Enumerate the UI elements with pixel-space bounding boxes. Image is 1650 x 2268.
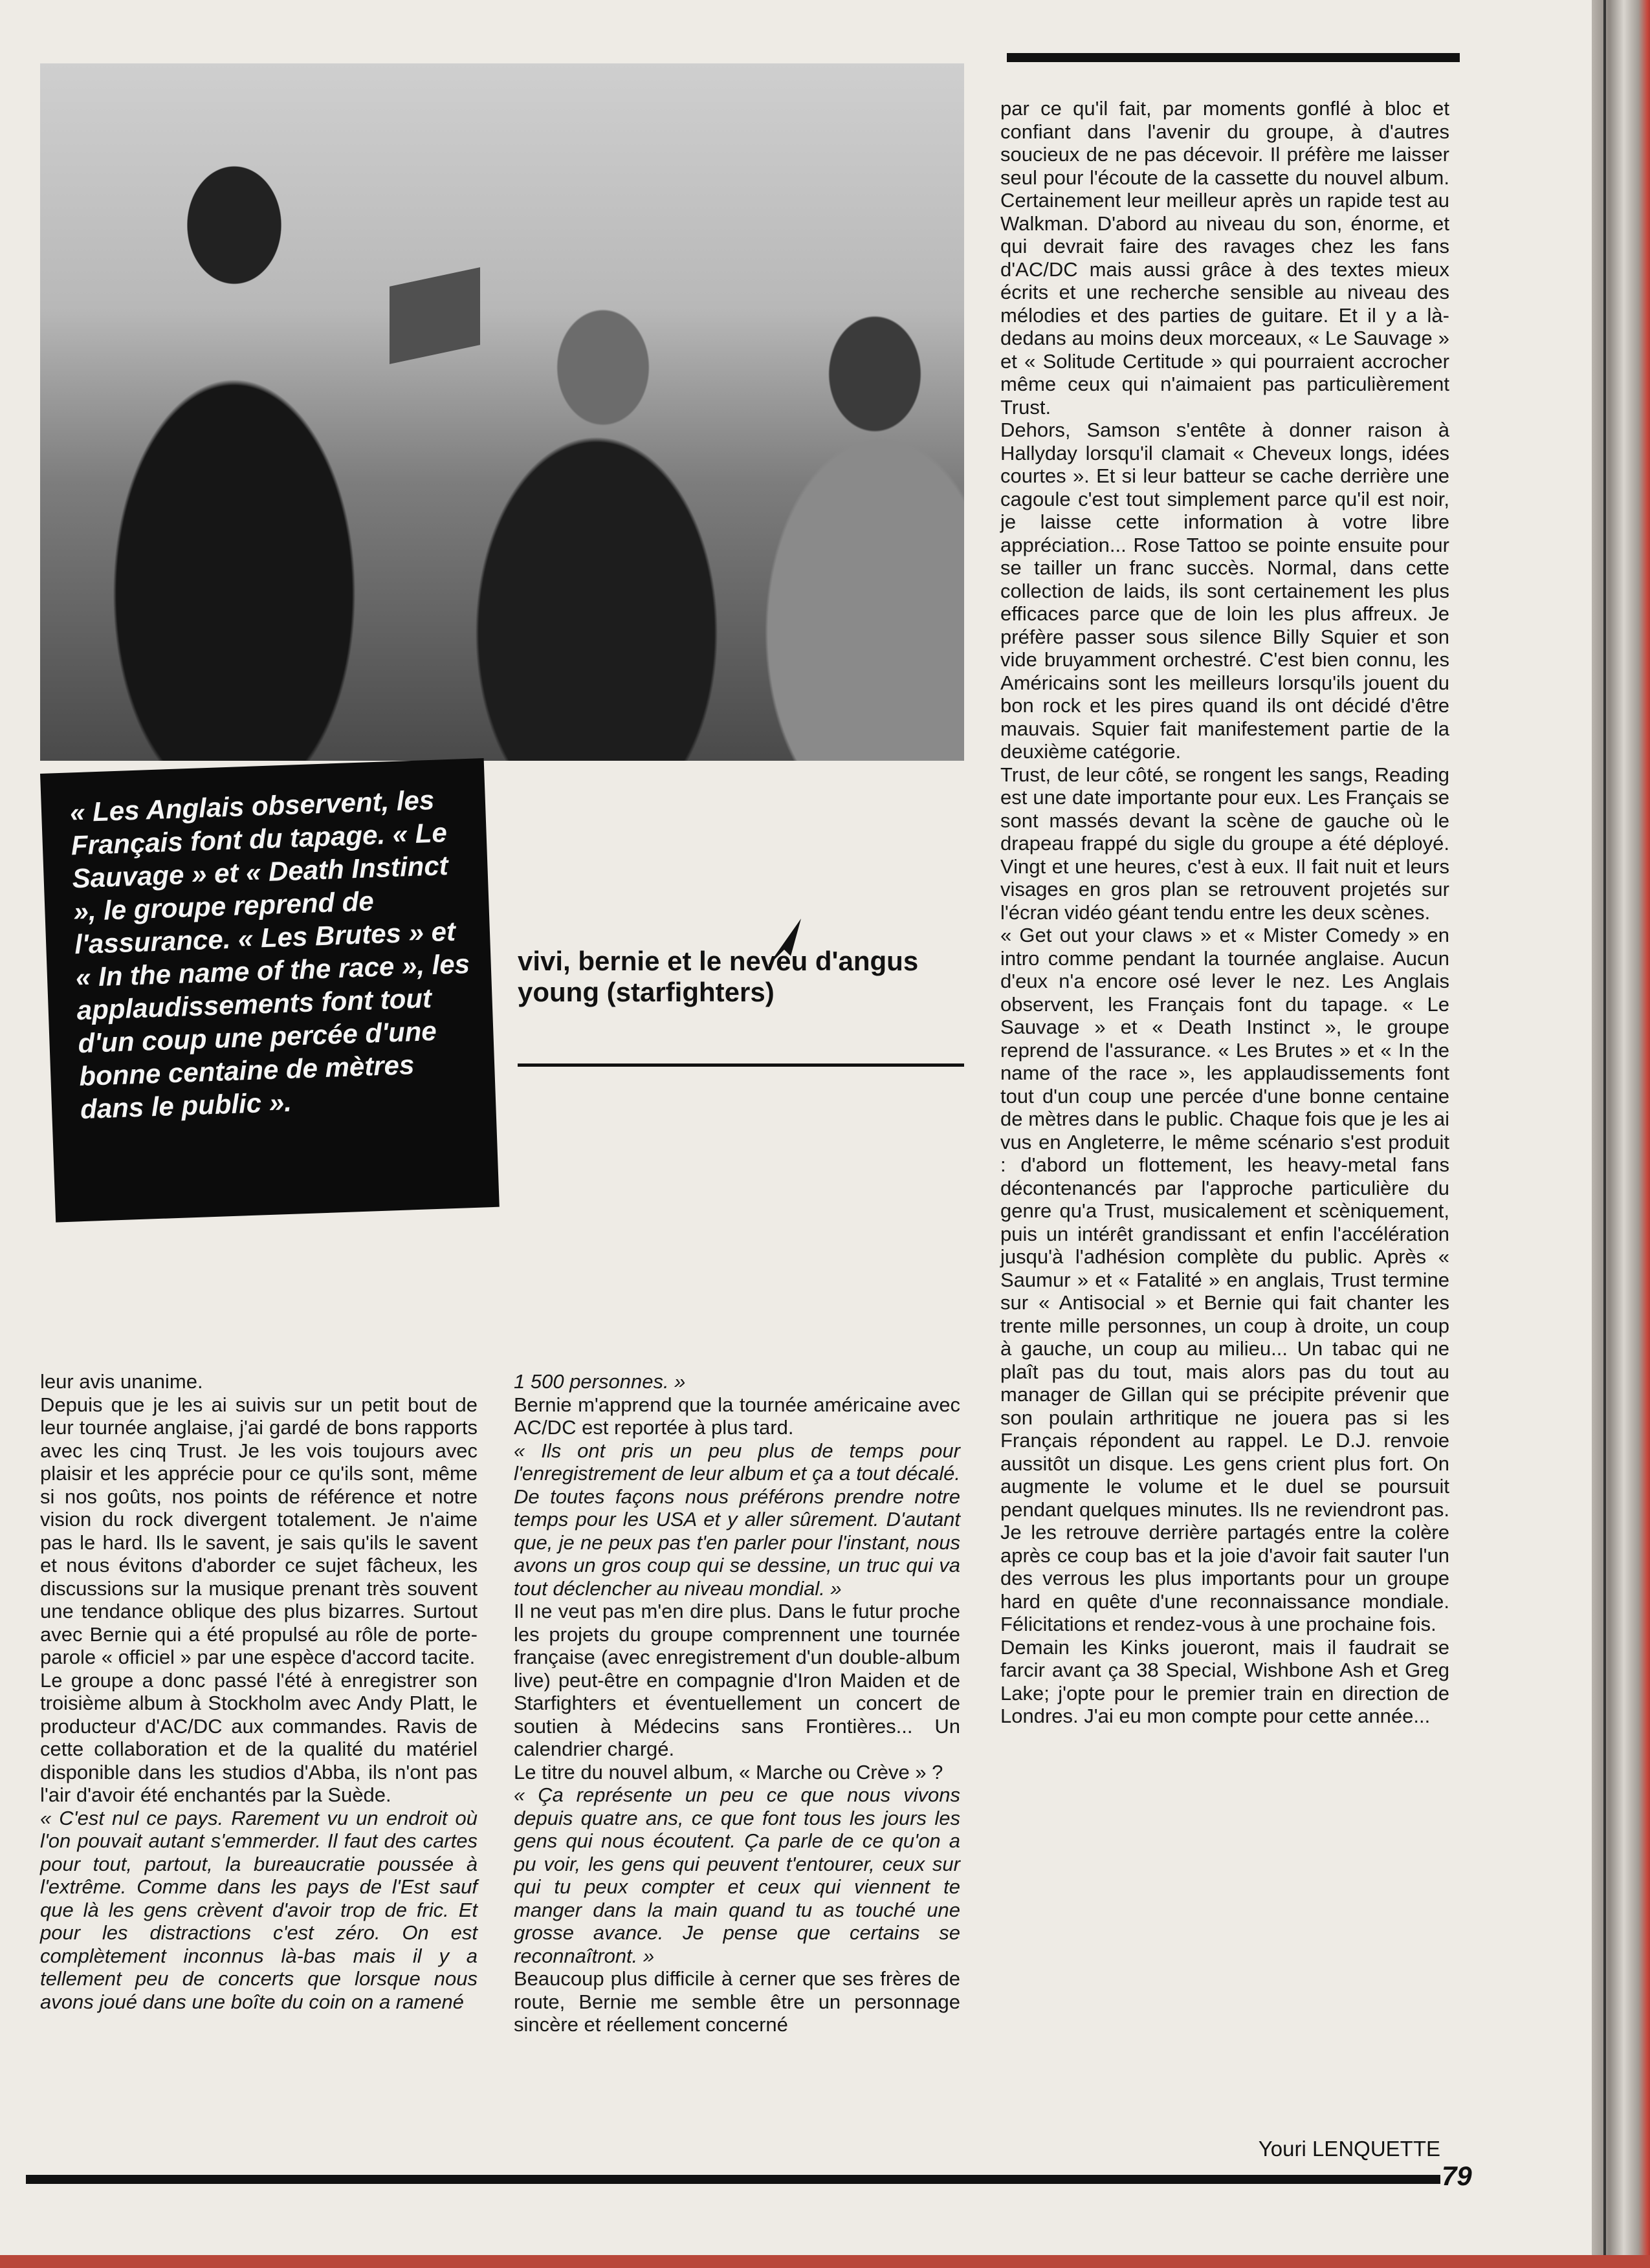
band-photo bbox=[40, 63, 964, 761]
page-number: 79 bbox=[1442, 2161, 1472, 2191]
paragraph: Le titre du nouvel album, « Marche ou Crève » ? bbox=[514, 1760, 943, 1783]
paragraph: Bernie m'apprend que la tournée américaine avec AC/DC est reportée à plus tard. bbox=[514, 1393, 960, 1439]
cover-edge bbox=[0, 2255, 1650, 2268]
paragraph: Dehors, Samson s'entête à donner raison à Hallyday lorsqu'il clamait « Cheveux longs, idées courtes ». Et si leur batteur se cache derrière une cagoule c'est tout simplement parce qu'il est noir, je laisse cette information à votre libre appréciation... Rose Tattoo se pointe ensuite pour se tailler un franc succès. Normal, dans cette collection de laids, ils sont certainement les plus efficaces parce que de loin les plus affreux. Je préfère passer sous silence Billy Squier et son vide bruyamment orchestré. C'est bien connu, les Américains sont les meilleurs lorsqu'ils jouent du bon rock et les pires quand ils ont décidé d'être mauvais. Squier fait manifestement partie de la deuxième catégorie. bbox=[1000, 419, 1449, 763]
quote-paragraph: « C'est nul ce pays. Rarement vu un endroit où l'on pouvait autant s'emmerder. Il faut des cartes pour tout, partout, la bureaucratie poussée à l'extrême. Comme dans les pays de l'Est sauf que là les gens crèvent d'avoir trop de fric. Et pour les distractions c'est zéro. On est complètement inconnus là-bas mais il y a tellement peu de concerts que lorsque nous avons joué dans une boîte du coin on a ramené bbox=[40, 1806, 478, 2013]
pull-quote-box bbox=[40, 758, 500, 1223]
paragraph: Il ne veut pas m'en dire plus. Dans le futur proche les projets du groupe comprennent une tournée française (avec enregistrement d'un double-album live) peut-être en compagnie d'Iron Maiden et de Starfighters et éventuellement un concert de soutien à Médecins sans Frontières... Un calendrier chargé. bbox=[514, 1600, 960, 1760]
label-rule bbox=[518, 1063, 964, 1067]
bottom-rule bbox=[26, 2175, 1440, 2184]
paragraph: Le groupe a donc passé l'été à enregistrer son troisième album à Stockholm avec Andy Platt, le producteur d'AC/DC aux commandes. Ravis de cette collaboration et de la qualité du matériel disponible dans les studios d'Abba, ils n'ont pas l'air d'avoir été enchantés par la Suède. bbox=[40, 1668, 478, 1806]
photo-label: vivi, bernie et le neveu d'angus young (starfighters) bbox=[518, 946, 919, 1007]
author-byline: Youri LENQUETTE bbox=[1258, 2137, 1440, 2161]
paragraph: Demain les Kinks joueront, mais il faudrait se farcir avant ça 38 Special, Wishbone Ash et Greg Lake; j'opte pour le premier train en direction de Londres. J'ai eu mon compte pour cette année... bbox=[1000, 1635, 1449, 1727]
paragraph: par ce qu'il fait, par moments gonflé à bloc et confiant dans l'avenir du groupe, à d'autres soucieux de ne pas décevoir. Il préfère me laisser seul pour l'écoute de la cassette du nouvel album. Certainement leur meilleur après un rapide test au Walkman. D'abord au niveau du son, énorme, et qui devrait faire des ravages chez les fans d'AC/DC mais aussi grâce à des textes mieux écrits et une recherche sensible au niveau des mélodies et des parties de guitare. Et il y a là-dedans au moins deux morceaux, « Le Sauvage » et « Solitude Certitude » qui pourraient accrocher même ceux qui n'aimaient pas particulièrement Trust. bbox=[1000, 97, 1449, 419]
paragraph: Trust, de leur côté, se rongent les sangs, Reading est une date importante pour eux. Les Français se sont massés devant la scène de gauche où le drapeau frappé du sigle du groupe a été déployé. Vingt et une heures, c'est à eux. Il fait nuit et leurs visages en gros plan se retrouvent projetés sur l'écran vidéo géant tendu entre les deux scènes. bbox=[1000, 763, 1449, 924]
paragraph: Depuis que je les ai suivis sur un petit bout de leur tournée anglaise, j'ai gardé de bons rapports avec les cinq Trust. Je les vois toujours avec plaisir et les apprécie pour ce qu'ils sont, même si nos goûts, nos points de référence et notre vision du rock divergent totalement. Je n'aime pas le hard. Ils le savent, je sais qu'ils le savent et nous évitons d'aborder ce sujet fâcheux, les discussions sur la musique prenant très souvent une tendance oblique des plus bizarres. Surtout avec Bernie qui a été propulsé au rôle de porte-parole « officiel » par une espèce d'accord tacite. bbox=[40, 1393, 478, 1668]
spine-edge bbox=[1603, 0, 1606, 2268]
pull-quote: « Les Anglais observent, les Français font du tapage. « Le Sauvage » et « Death Instinct », le groupe reprend de l'assurance. « Les Brutes » et « In the name of the race », les applaudissements font tout d'un coup une percée d'une bonne centaine de mètres dans le public ». bbox=[69, 784, 470, 1125]
paragraph: « Get out your claws » et « Mister Comedy » en intro comme pendant la tournée anglaise. Aucun d'eux n'a encore osé lever le nez. Les Anglais observent, les Français font du tapage. « Le Sauvage » et « Death Instinct », le groupe reprend de l'assurance. « Les Brutes » et « In the name of the race », les applaudissements font tout d'un coup une percée d'une bonne centaine de mètres dans le public. Chaque fois que je les ai vus en Angleterre, le même scénario s'est produit : d'abord un flottement, les heavy-metal fans décontenancés par l'approche particulière du genre qu'a Trust, musicalement et scèniquement, puis un intérêt grandissant et enfin l'accélération jusqu'à l'adhésion complète du public. Après « Saumur » et « Fatalité » en anglais, Trust termine sur « Antisocial » et Bernie qui fait chanter les trente mille personnes, un coup à droite, un coup à gauche, un coup au milieu... Un tabac qui ne plaît pas du tout, mais alors pas du tout au manager de Gillan qui se précipite prévenir que son poulain arthritique ne jouera pas si les Français répondent au rappel. Le D.J. renvoie aussitôt un disque. Les gens crient plus fort. On augmente le volume et le duel se poursuit pendant quelques minutes. Ils ne reviendront pas. Je les retrouve derrière partagés entre la colère après ce coup bas et la joie d'avoir fait sauter l'un des verrous les plus importants pour un groupe hard en quête d'une reconnaissance mondiale. Félicitations et rendez-vous à une prochaine fois. bbox=[1000, 924, 1449, 1635]
paragraph: leur avis unanime. bbox=[40, 1370, 203, 1393]
article-column-middle bbox=[514, 1370, 960, 2036]
magazine-spine bbox=[1592, 0, 1650, 2268]
quote-paragraph: « Ça représente un peu ce que nous vivons depuis quatre ans, ce que font tous les jours les gens qui nous écoutent. Ça parle de ce qu'on a pu voir, les gens qui peuvent t'entourer, ceux sur qui tu peux compter et ceux qui viennent te manger dans la main quand tu as touché une grosse avance. Je pense que certains se reconnaîtront. » bbox=[514, 1783, 960, 1967]
background-sign bbox=[390, 267, 480, 364]
paragraph: Beaucoup plus difficile à cerner que ses frères de route, Bernie me semble être un personnage sincère et réellement concerné bbox=[514, 1967, 960, 2036]
article-column-right bbox=[1000, 97, 1449, 1728]
top-rule bbox=[1007, 53, 1460, 62]
article-column-left bbox=[40, 1370, 478, 2013]
quote-paragraph: « Ils ont pris un peu plus de temps pour l'enregistrement de leur album et ça a tout décalé. De toutes façons nous préférons prendre notre temps pour les USA et y aller sûrement. D'autant que, je ne peux pas t'en parler pour l'instant, nous avons un gros coup qui se dessine, un truc qui va tout déclencher au niveau mondial. » bbox=[514, 1439, 960, 1600]
quote-paragraph: 1 500 personnes. » bbox=[514, 1370, 686, 1393]
